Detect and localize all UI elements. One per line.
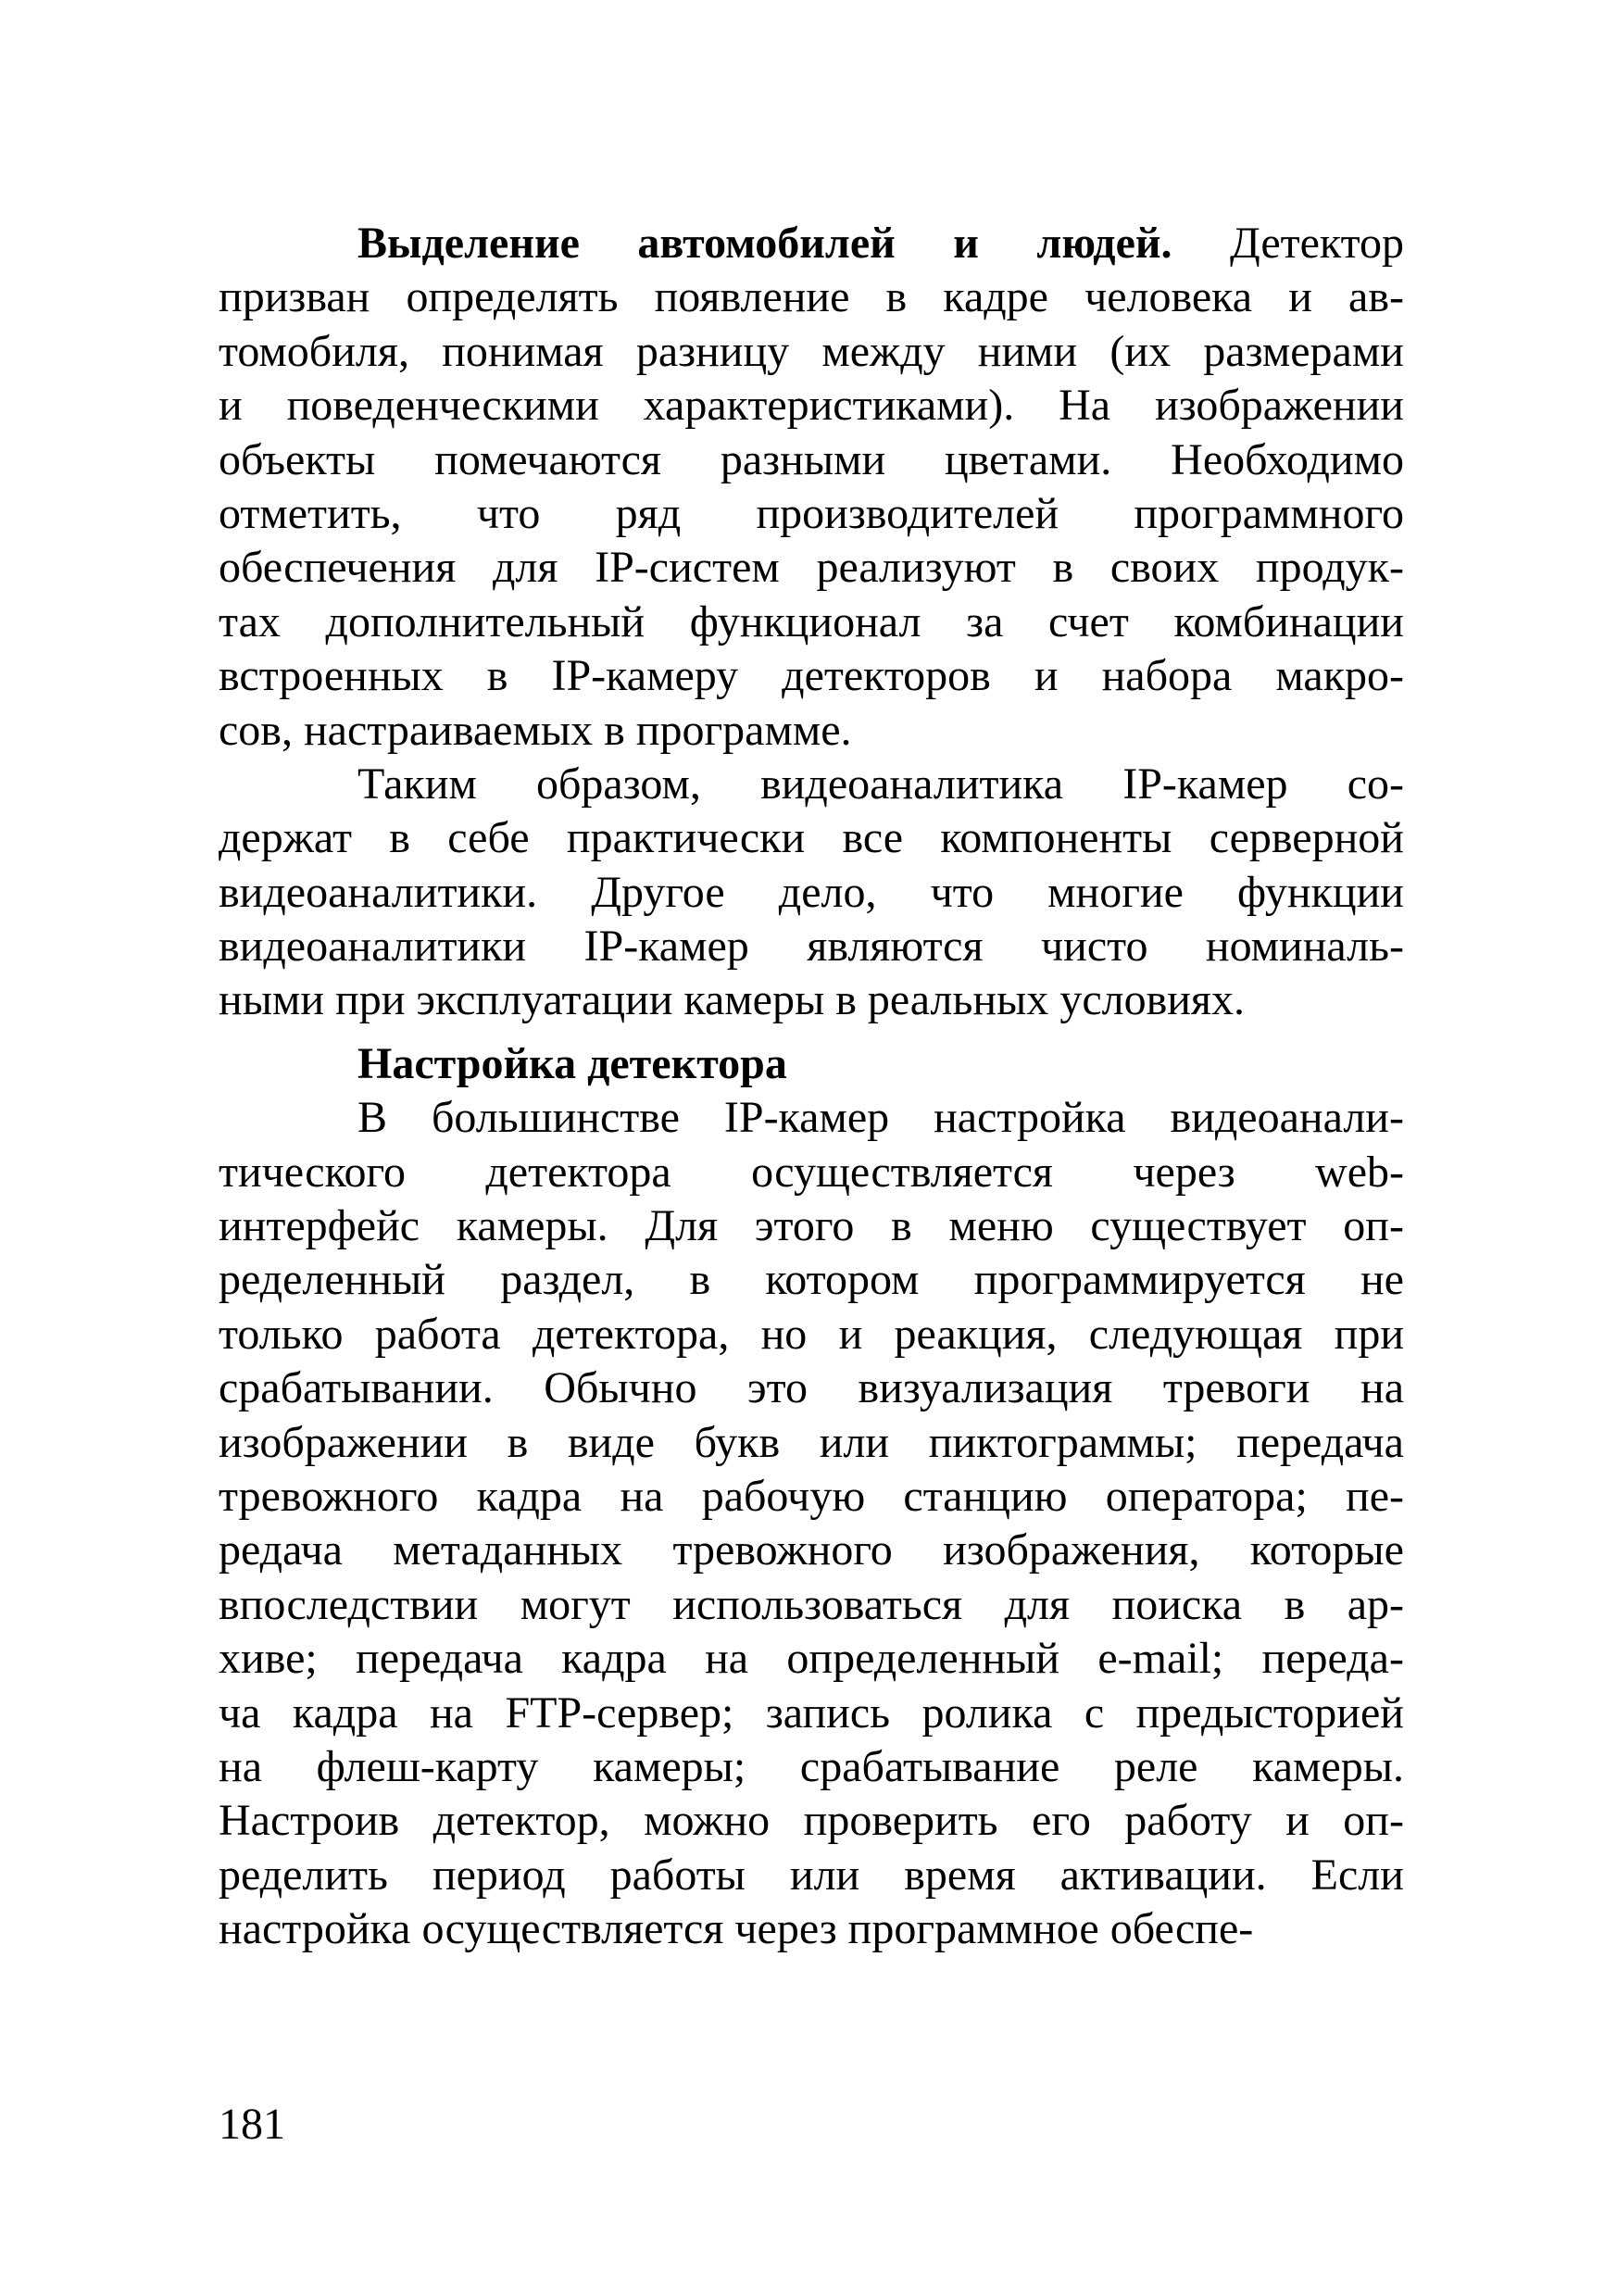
word: Таким [357,759,477,809]
page-number: 181 [219,2100,285,2149]
word: через [734,1904,837,1954]
word: за [966,596,1004,646]
word: Настроив [219,1796,400,1846]
word: на [429,1687,473,1738]
word: что [930,867,995,917]
word: держат [219,813,352,863]
word: Необходимо [1171,434,1404,484]
word: web- [1315,1147,1404,1197]
text-line [219,1199,1404,1253]
text-line [219,1091,1404,1145]
word: для [492,543,558,593]
word: срабатывании. [219,1363,494,1413]
word: в [604,705,625,755]
text-line [219,1470,1404,1524]
text-line [219,217,1404,270]
word: серверной [1209,813,1404,863]
word: функции [1237,867,1404,917]
word: станцию [903,1471,1068,1521]
text-line [219,1253,1404,1307]
word: использоваться [672,1579,963,1629]
word: пе- [1346,1471,1404,1521]
text-line [219,1361,1404,1415]
word: тического [219,1147,406,1197]
word: Обычно [544,1363,697,1413]
word: при [1334,1309,1404,1359]
word: интерфейс [219,1201,420,1251]
word: В [357,1093,388,1143]
word: обеспе- [1109,1904,1254,1954]
text-line [219,1794,1404,1848]
text-line [219,1902,1404,1956]
word: настройка [219,1904,411,1954]
word: существует [1090,1201,1307,1251]
word: переда- [1261,1634,1404,1684]
text-line [219,866,1404,920]
word: период [432,1850,566,1900]
word: букв [694,1417,781,1467]
word: в [507,1417,529,1467]
word: Детектор [1230,219,1404,268]
word: компоненты [940,813,1172,863]
word: активации. [1059,1850,1267,1900]
word: видеоаналитики [219,922,527,972]
word: разницу [635,326,790,376]
word: образом, [536,759,701,809]
word: не [1360,1255,1404,1305]
word: предысторией [1135,1687,1404,1738]
text-line [219,1687,1404,1740]
word: камеры; [593,1741,746,1791]
word: функционал [689,596,921,646]
word: флеш-карту [316,1741,539,1791]
word: тревожного [219,1471,439,1521]
page-body [219,217,1404,1957]
word: кадра [292,1687,398,1738]
word: тревожного [672,1525,893,1575]
text-line [219,325,1404,379]
word: осуществляется [421,1904,724,1954]
text-line [219,649,1404,703]
word: на [1360,1363,1404,1413]
word: кадра [476,1471,583,1521]
word: номиналь- [1205,922,1404,972]
word: в [885,272,908,322]
word: цветами. [944,434,1112,484]
word: определенный [786,1634,1060,1684]
text-line [219,973,1404,1027]
word: работы [609,1850,746,1900]
word: реакция, [894,1309,1058,1359]
word: через [1133,1147,1235,1197]
word: рабочую [701,1471,866,1521]
word: кадре [943,272,1048,322]
word: программе. [635,705,852,755]
word: производителей [756,488,1059,538]
word: оператора; [1105,1471,1308,1521]
word: метаданных [393,1525,623,1575]
word: людей. [1036,219,1172,268]
word: изображении [1155,381,1404,431]
word: камеры [683,975,825,1025]
word: оп- [1343,1201,1404,1251]
word: его [1032,1796,1091,1846]
word: и [1288,272,1312,322]
text-line [219,1578,1404,1632]
word: и [838,1309,863,1359]
word: визуализация [858,1363,1113,1413]
word: счет [1048,596,1129,646]
word: обеспечения [219,543,457,593]
word: проверить [803,1796,998,1846]
word: IP-камер [583,922,749,972]
paragraph-gap [219,1028,1404,1037]
word: изображения, [943,1525,1200,1575]
word: осуществляется [751,1147,1053,1197]
word: время [904,1850,1016,1900]
word: (их [1109,326,1172,376]
word: набора [1101,651,1233,701]
word: это [747,1363,808,1413]
word: программируется [973,1255,1306,1305]
word: этого [754,1201,855,1251]
word: понимая [442,326,604,376]
word: Другое [591,867,725,917]
word: со- [1347,759,1404,809]
word: объекты [219,434,376,484]
word: камеры. [1252,1741,1404,1791]
word: томобиля, [219,326,409,376]
word: ними [977,326,1078,376]
text-lines [219,217,1404,1957]
word: пиктограммы; [928,1417,1197,1467]
word: определять [406,272,619,322]
word: e-mail; [1097,1634,1224,1684]
word: ределить [219,1850,388,1900]
text-line [219,1740,1404,1794]
word: условиях. [1059,975,1245,1025]
word: между [821,326,946,376]
word: ча [219,1687,261,1738]
word: детекторов [782,651,991,701]
word: на [705,1634,749,1684]
word: передача [1236,1417,1404,1467]
word: настраиваемых [303,705,594,755]
word: видеоанали- [1170,1093,1404,1143]
word: на [620,1471,664,1521]
word: все [842,813,904,863]
word: многие [1047,867,1184,917]
word: кадра [561,1634,667,1684]
text-line [219,920,1404,973]
word: работа [374,1309,501,1359]
word: Настройка [357,1038,577,1088]
word: чисто [1040,922,1148,972]
word: детектора [587,1038,787,1088]
text-line [219,596,1404,649]
text-line [219,704,1404,758]
word: призван [219,272,370,322]
word: дело, [778,867,877,917]
word: практически [566,813,806,863]
text-line [219,811,1404,865]
word: IP-камер [723,1093,890,1143]
text-line [219,379,1404,433]
word: сов, [219,705,293,755]
word: Для [645,1201,719,1251]
word: разными [720,434,886,484]
word: на [219,1741,262,1791]
word: передача [356,1634,523,1684]
word: макро- [1275,651,1404,701]
word: срабатывание [799,1741,1060,1791]
text-line [219,487,1404,541]
text-line [219,541,1404,595]
word: с [1084,1687,1105,1738]
word: в [389,813,410,863]
word: можно [644,1796,771,1846]
word: IP-камеру [551,651,739,701]
word: IP-камер [1122,759,1288,809]
word: ряд [615,488,682,538]
word: или [819,1417,890,1467]
word: в [835,975,857,1025]
text-line [219,758,1404,811]
word: в [486,651,508,701]
text-line [219,1632,1404,1686]
word: эксплуатации [416,975,673,1025]
text-line [219,270,1404,324]
text-line [219,1416,1404,1470]
word: реле [1113,1741,1198,1791]
word: видеоаналитика [760,759,1064,809]
word: дополнительный [325,596,646,646]
word: являются [807,922,984,972]
word: оп- [1343,1796,1404,1846]
word: и [1034,651,1059,701]
word: что [476,488,541,538]
word: работу [1124,1796,1252,1846]
word: раздел, [500,1255,635,1305]
word: изображении [219,1417,468,1467]
word: но [760,1309,808,1359]
word: только [219,1309,344,1359]
word: настройка [934,1093,1126,1143]
text-line [219,1849,1404,1902]
word: в [689,1255,711,1305]
word: человека [1084,272,1253,322]
word: размерами [1203,326,1404,376]
word: FTP-сервер; [505,1687,734,1738]
text-line [219,1308,1404,1361]
word: отметить, [219,488,402,538]
word: помечаются [434,434,661,484]
word: тревоги [1162,1363,1310,1413]
word: в [1284,1579,1306,1629]
word: детектора [485,1147,671,1197]
word: запись [765,1687,891,1738]
word: детектора, [532,1309,730,1359]
word: в [1052,543,1074,593]
word: IP-систем [595,543,780,593]
word: программное [847,1904,1099,1954]
word: котором [765,1255,920,1305]
word: которые [1249,1525,1404,1575]
word: Выделение [357,219,580,268]
word: впоследствии [219,1579,479,1629]
text-line [219,1524,1404,1577]
word: следующая [1088,1309,1303,1359]
word: могут [520,1579,631,1629]
word: появление [654,272,850,322]
word: детектор, [432,1796,610,1846]
text-line [219,1146,1404,1199]
text-line [219,433,1404,487]
word: и [953,219,979,268]
word: автомобилей [637,219,896,268]
word: видеоаналитики. [219,867,538,917]
word: хиве; [219,1634,318,1684]
word: большинстве [431,1093,680,1143]
section-heading [219,1037,1404,1091]
word: виде [567,1417,655,1467]
word: реализуют [816,543,1016,593]
word: для [1004,1579,1071,1629]
word: при [335,975,406,1025]
word: встроенных [219,651,444,701]
word: Если [1310,1850,1404,1900]
word: характеристиками). [643,381,1015,431]
word: комбинации [1173,596,1404,646]
word: ролика [921,1687,1053,1738]
word: и [1285,1796,1310,1846]
word: редача [219,1525,343,1575]
word: камеры. [456,1201,608,1251]
word: тах [219,596,281,646]
word: ав- [1348,272,1404,322]
word: или [789,1850,860,1900]
word: поиска [1111,1579,1243,1629]
word: реальных [867,975,1049,1025]
word: программного [1134,488,1404,538]
word: поведенческими [286,381,599,431]
word: себе [447,813,530,863]
word: ределенный [219,1255,445,1305]
word: своих [1109,543,1220,593]
word: и [219,381,243,431]
word: меню [948,1201,1054,1251]
word: ар- [1347,1579,1404,1629]
word: продук- [1255,543,1404,593]
word: в [891,1201,912,1251]
word: На [1059,381,1111,431]
word: ными [219,975,324,1025]
